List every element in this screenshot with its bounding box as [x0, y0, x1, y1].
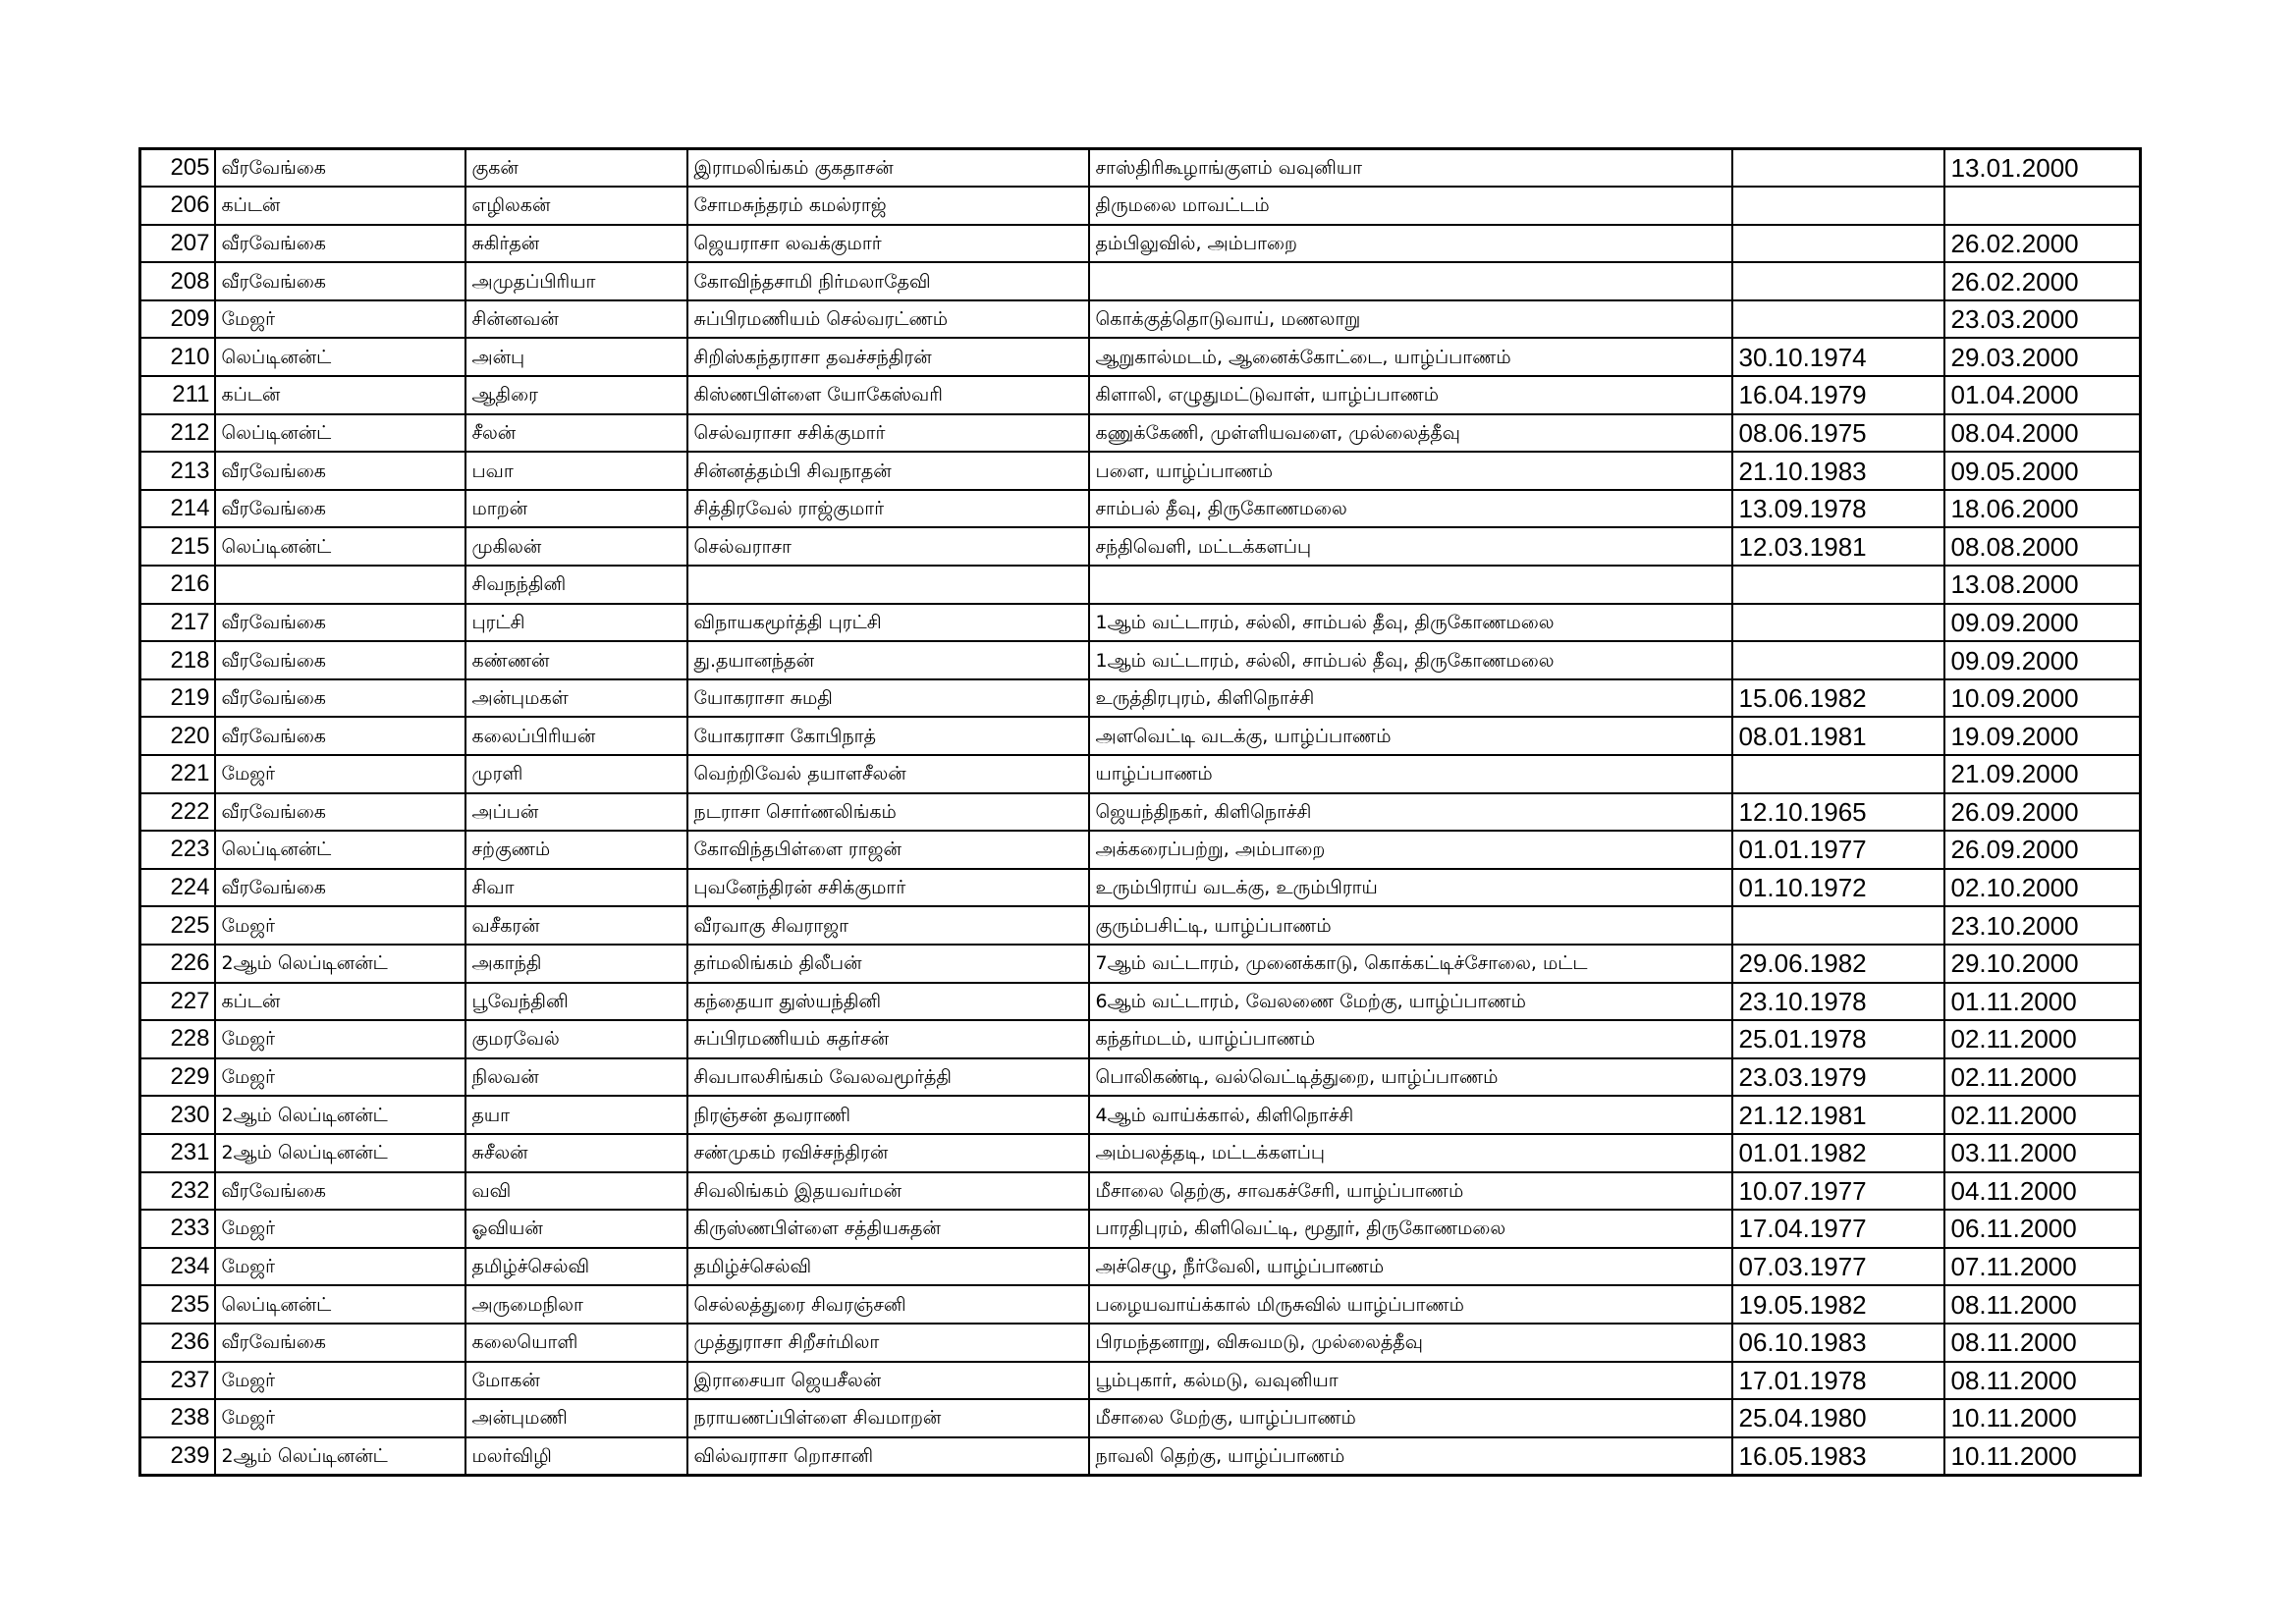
full-name-cell: ஜெயராசா லவக்குமார் — [687, 225, 1089, 263]
address-cell: 6ஆம் வட்டாரம், வேலணை மேற்கு, யாழ்ப்பாணம் — [1089, 983, 1732, 1021]
address-cell: ஆறுகால்மடம், ஆனைக்கோட்டை, யாழ்ப்பாணம் — [1089, 338, 1732, 376]
table-row — [140, 1210, 2141, 1248]
rank-cell: வீரவேங்கை — [215, 149, 465, 188]
rank-cell: மேஜர் — [215, 1362, 465, 1400]
full-name-cell: யோகராசா சுமதி — [687, 679, 1089, 718]
name-cell: கலையொளி — [465, 1324, 687, 1362]
address-cell: 1ஆம் வட்டாரம், சல்லி, சாம்பல் தீவு, திருகோணமலை — [1089, 604, 1732, 642]
birth-date-cell: 21.10.1983 — [1732, 452, 1944, 490]
table-row — [140, 869, 2141, 907]
table-row — [140, 1020, 2141, 1058]
address-cell: அம்பலத்தடி, மட்டக்களப்பு — [1089, 1134, 1732, 1172]
table-row — [140, 1096, 2141, 1134]
address-cell: 1ஆம் வட்டாரம், சல்லி, சாம்பல் தீவு, திருகோணமலை — [1089, 641, 1732, 679]
death-date-cell: 09.09.2000 — [1944, 604, 2141, 642]
address-cell: குரும்பசிட்டி, யாழ்ப்பாணம் — [1089, 906, 1732, 945]
row-number: 228 — [140, 1020, 215, 1058]
address-cell: பளை, யாழ்ப்பாணம் — [1089, 452, 1732, 490]
row-number: 205 — [140, 149, 215, 188]
rank-cell: லெப்டினன்ட் — [215, 527, 465, 566]
table-row — [140, 1362, 2141, 1400]
table-row — [140, 452, 2141, 490]
full-name-cell: சிறிஸ்கந்தராசா தவச்சந்திரன் — [687, 338, 1089, 376]
rank-cell: 2ஆம் லெப்டினன்ட் — [215, 1096, 465, 1134]
address-cell: அச்செழு, நீர்வேலி, யாழ்ப்பாணம் — [1089, 1248, 1732, 1286]
death-date-cell: 08.04.2000 — [1944, 414, 2141, 453]
row-number: 219 — [140, 679, 215, 718]
rank-cell: லெப்டினன்ட் — [215, 414, 465, 453]
address-cell: சந்திவெளி, மட்டக்களப்பு — [1089, 527, 1732, 566]
full-name-cell: கோவிந்தசாமி நிர்மலாதேவி — [687, 262, 1089, 300]
address-cell: உரும்பிராய் வடக்கு, உரும்பிராய் — [1089, 869, 1732, 907]
death-date-cell: 10.09.2000 — [1944, 679, 2141, 718]
table-row — [140, 906, 2141, 945]
records-table-body — [140, 149, 2141, 1476]
table-row — [140, 1248, 2141, 1286]
name-cell: சற்குணம் — [465, 831, 687, 869]
death-date-cell: 10.11.2000 — [1944, 1437, 2141, 1476]
full-name-cell: செல்லத்துரை சிவரஞ்சனி — [687, 1285, 1089, 1324]
full-name-cell: சோமசுந்தரம் கமல்ராஜ் — [687, 187, 1089, 225]
row-number: 216 — [140, 566, 215, 604]
full-name-cell: இராமலிங்கம் குகதாசன் — [687, 149, 1089, 188]
name-cell: சின்னவன் — [465, 300, 687, 339]
birth-date-cell: 12.03.1981 — [1732, 527, 1944, 566]
address-cell: கந்தர்மடம், யாழ்ப்பாணம் — [1089, 1020, 1732, 1058]
full-name-cell: புவனேந்திரன் சசிக்குமார் — [687, 869, 1089, 907]
full-name-cell: வெற்றிவேல் தயாளசீலன் — [687, 755, 1089, 793]
full-name-cell: நடராசா சொர்ணலிங்கம் — [687, 793, 1089, 832]
address-cell: அக்கரைப்பற்று, அம்பாறை — [1089, 831, 1732, 869]
rank-cell: கப்டன் — [215, 376, 465, 414]
death-date-cell: 26.02.2000 — [1944, 225, 2141, 263]
rank-cell: மேஜர் — [215, 906, 465, 945]
records-table — [138, 147, 2142, 1477]
full-name-cell: சுப்பிரமணியம் சுதர்சன் — [687, 1020, 1089, 1058]
death-date-cell: 26.09.2000 — [1944, 793, 2141, 832]
name-cell: மாறன் — [465, 490, 687, 528]
rank-cell: கப்டன் — [215, 983, 465, 1021]
name-cell: சுசீலன் — [465, 1134, 687, 1172]
row-number: 217 — [140, 604, 215, 642]
death-date-cell: 21.09.2000 — [1944, 755, 2141, 793]
address-cell: உருத்திரபுரம், கிளிநொச்சி — [1089, 679, 1732, 718]
address-cell: கொக்குத்தொடுவாய், மணலாறு — [1089, 300, 1732, 339]
birth-date-cell — [1732, 566, 1944, 604]
rank-cell: வீரவேங்கை — [215, 490, 465, 528]
full-name-cell: கிஸ்ணபிள்ளை யோகேஸ்வரி — [687, 376, 1089, 414]
birth-date-cell — [1732, 149, 1944, 188]
death-date-cell: 01.04.2000 — [1944, 376, 2141, 414]
table-row — [140, 1058, 2141, 1097]
full-name-cell: சித்திரவேல் ராஜ்குமார் — [687, 490, 1089, 528]
address-cell: கணுக்கேணி, முள்ளியவளை, முல்லைத்தீவு — [1089, 414, 1732, 453]
row-number: 206 — [140, 187, 215, 225]
birth-date-cell — [1732, 906, 1944, 945]
address-cell: 4ஆம் வாய்க்கால், கிளிநொச்சி — [1089, 1096, 1732, 1134]
birth-date-cell — [1732, 187, 1944, 225]
death-date-cell: 02.11.2000 — [1944, 1058, 2141, 1097]
death-date-cell: 08.11.2000 — [1944, 1324, 2141, 1362]
row-number: 208 — [140, 262, 215, 300]
table-row — [140, 641, 2141, 679]
rank-cell: மேஜர் — [215, 1210, 465, 1248]
rank-cell: வீரவேங்கை — [215, 262, 465, 300]
row-number: 226 — [140, 945, 215, 983]
table-row — [140, 1437, 2141, 1476]
birth-date-cell: 16.05.1983 — [1732, 1437, 1944, 1476]
birth-date-cell — [1732, 300, 1944, 339]
address-cell — [1089, 262, 1732, 300]
rank-cell: லெப்டினன்ட் — [215, 338, 465, 376]
birth-date-cell — [1732, 755, 1944, 793]
name-cell: நிலவன் — [465, 1058, 687, 1097]
death-date-cell: 19.09.2000 — [1944, 717, 2141, 755]
full-name-cell: சிவபாலசிங்கம் வேலவமூர்த்தி — [687, 1058, 1089, 1097]
death-date-cell: 03.11.2000 — [1944, 1134, 2141, 1172]
rank-cell — [215, 566, 465, 604]
birth-date-cell: 21.12.1981 — [1732, 1096, 1944, 1134]
death-date-cell: 08.08.2000 — [1944, 527, 2141, 566]
full-name-cell: வீரவாகு சிவராஜா — [687, 906, 1089, 945]
birth-date-cell: 01.01.1977 — [1732, 831, 1944, 869]
row-number: 237 — [140, 1362, 215, 1400]
name-cell: மோகன் — [465, 1362, 687, 1400]
name-cell: பவா — [465, 452, 687, 490]
address-cell — [1089, 566, 1732, 604]
address-cell: மீசாலை மேற்கு, யாழ்ப்பாணம் — [1089, 1399, 1732, 1437]
address-cell: தம்பிலுவில், அம்பாறை — [1089, 225, 1732, 263]
address-cell: பழையவாய்க்கால் மிருசுவில் யாழ்ப்பாணம் — [1089, 1285, 1732, 1324]
birth-date-cell: 29.06.1982 — [1732, 945, 1944, 983]
row-number: 230 — [140, 1096, 215, 1134]
full-name-cell: நிரஞ்சன் தவராணி — [687, 1096, 1089, 1134]
death-date-cell: 04.11.2000 — [1944, 1172, 2141, 1211]
full-name-cell: கந்தையா துஸ்யந்தினி — [687, 983, 1089, 1021]
name-cell: சிவநந்தினி — [465, 566, 687, 604]
name-cell: புரட்சி — [465, 604, 687, 642]
row-number: 225 — [140, 906, 215, 945]
table-row — [140, 338, 2141, 376]
name-cell: வசீகரன் — [465, 906, 687, 945]
rank-cell: மேஜர் — [215, 1058, 465, 1097]
table-row — [140, 983, 2141, 1021]
death-date-cell: 02.11.2000 — [1944, 1020, 2141, 1058]
full-name-cell: சிவலிங்கம் இதயவர்மன் — [687, 1172, 1089, 1211]
death-date-cell: 23.10.2000 — [1944, 906, 2141, 945]
name-cell: அன்புமணி — [465, 1399, 687, 1437]
table-row — [140, 414, 2141, 453]
name-cell: அமுதப்பிரியா — [465, 262, 687, 300]
death-date-cell: 13.08.2000 — [1944, 566, 2141, 604]
birth-date-cell: 10.07.1977 — [1732, 1172, 1944, 1211]
rank-cell: வீரவேங்கை — [215, 452, 465, 490]
birth-date-cell — [1732, 262, 1944, 300]
birth-date-cell: 08.06.1975 — [1732, 414, 1944, 453]
name-cell: சிவா — [465, 869, 687, 907]
row-number: 227 — [140, 983, 215, 1021]
address-cell: பிரமந்தனாறு, விசுவமடு, முல்லைத்தீவு — [1089, 1324, 1732, 1362]
table-row — [140, 149, 2141, 188]
birth-date-cell: 19.05.1982 — [1732, 1285, 1944, 1324]
rank-cell: வீரவேங்கை — [215, 1324, 465, 1362]
name-cell: அப்பன் — [465, 793, 687, 832]
name-cell: குமரவேல் — [465, 1020, 687, 1058]
birth-date-cell: 01.10.1972 — [1732, 869, 1944, 907]
address-cell: அளவெட்டி வடக்கு, யாழ்ப்பாணம் — [1089, 717, 1732, 755]
table-row — [140, 831, 2141, 869]
rank-cell: வீரவேங்கை — [215, 793, 465, 832]
name-cell: மலர்விழி — [465, 1437, 687, 1476]
table-row — [140, 1285, 2141, 1324]
death-date-cell: 09.05.2000 — [1944, 452, 2141, 490]
table-row — [140, 679, 2141, 718]
rank-cell: மேஜர் — [215, 300, 465, 339]
address-cell: பூம்புகார், கல்மடு, வவுனியா — [1089, 1362, 1732, 1400]
birth-date-cell — [1732, 225, 1944, 263]
rank-cell: மேஜர் — [215, 1399, 465, 1437]
table-row — [140, 262, 2141, 300]
row-number: 212 — [140, 414, 215, 453]
birth-date-cell — [1732, 641, 1944, 679]
name-cell: அருமைநிலா — [465, 1285, 687, 1324]
full-name-cell: செல்வராசா சசிக்குமார் — [687, 414, 1089, 453]
name-cell: எழிலகன் — [465, 187, 687, 225]
birth-date-cell: 16.04.1979 — [1732, 376, 1944, 414]
full-name-cell: வில்வராசா றொசானி — [687, 1437, 1089, 1476]
address-cell: சாம்பல் தீவு, திருகோணமலை — [1089, 490, 1732, 528]
address-cell: 7ஆம் வட்டாரம், முனைக்காடு, கொக்கட்டிச்சோலை, மட்ட — [1089, 945, 1732, 983]
table-row — [140, 187, 2141, 225]
table-row — [140, 1172, 2141, 1211]
table-row — [140, 566, 2141, 604]
rank-cell: மேஜர் — [215, 1020, 465, 1058]
death-date-cell: 08.11.2000 — [1944, 1285, 2141, 1324]
name-cell: தமிழ்ச்செல்வி — [465, 1248, 687, 1286]
death-date-cell: 26.09.2000 — [1944, 831, 2141, 869]
name-cell: கண்ணன் — [465, 641, 687, 679]
record-sheet — [138, 147, 2139, 1477]
death-date-cell: 23.03.2000 — [1944, 300, 2141, 339]
full-name-cell: கிருஸ்ணபிள்ளை சத்தியசுதன் — [687, 1210, 1089, 1248]
row-number: 218 — [140, 641, 215, 679]
full-name-cell: கோவிந்தபிள்ளை ராஜன் — [687, 831, 1089, 869]
rank-cell: 2ஆம் லெப்டினன்ட் — [215, 1437, 465, 1476]
row-number: 210 — [140, 338, 215, 376]
birth-date-cell: 07.03.1977 — [1732, 1248, 1944, 1286]
death-date-cell: 26.02.2000 — [1944, 262, 2141, 300]
full-name-cell: சின்னத்தம்பி சிவநாதன் — [687, 452, 1089, 490]
birth-date-cell: 12.10.1965 — [1732, 793, 1944, 832]
birth-date-cell: 30.10.1974 — [1732, 338, 1944, 376]
birth-date-cell: 01.01.1982 — [1732, 1134, 1944, 1172]
birth-date-cell: 17.01.1978 — [1732, 1362, 1944, 1400]
birth-date-cell: 25.04.1980 — [1732, 1399, 1944, 1437]
table-row — [140, 793, 2141, 832]
address-cell: பாரதிபுரம், கிளிவெட்டி, மூதூர், திருகோணமலை — [1089, 1210, 1732, 1248]
table-row — [140, 1324, 2141, 1362]
address-cell: கிளாலி, எழுதுமட்டுவாள், யாழ்ப்பாணம் — [1089, 376, 1732, 414]
table-row — [140, 717, 2141, 755]
death-date-cell: 08.11.2000 — [1944, 1362, 2141, 1400]
address-cell: சாஸ்திரிகூழாங்குளம் வவுனியா — [1089, 149, 1732, 188]
row-number: 236 — [140, 1324, 215, 1362]
table-row — [140, 300, 2141, 339]
row-number: 211 — [140, 376, 215, 414]
name-cell: சுகிர்தன் — [465, 225, 687, 263]
row-number: 239 — [140, 1437, 215, 1476]
name-cell: பூவேந்தினி — [465, 983, 687, 1021]
full-name-cell: து.தயானந்தன் — [687, 641, 1089, 679]
row-number: 209 — [140, 300, 215, 339]
name-cell: அன்புமகள் — [465, 679, 687, 718]
table-row — [140, 1399, 2141, 1437]
full-name-cell: சுப்பிரமணியம் செல்வரட்ணம் — [687, 300, 1089, 339]
rank-cell: 2ஆம் லெப்டினன்ட் — [215, 1134, 465, 1172]
name-cell: தயா — [465, 1096, 687, 1134]
rank-cell: வீரவேங்கை — [215, 641, 465, 679]
full-name-cell: நராயணப்பிள்ளை சிவமாறன் — [687, 1399, 1089, 1437]
full-name-cell: தமிழ்ச்செல்வி — [687, 1248, 1089, 1286]
table-row — [140, 1134, 2141, 1172]
row-number: 223 — [140, 831, 215, 869]
table-row — [140, 376, 2141, 414]
row-number: 233 — [140, 1210, 215, 1248]
birth-date-cell: 15.06.1982 — [1732, 679, 1944, 718]
birth-date-cell: 13.09.1978 — [1732, 490, 1944, 528]
row-number: 238 — [140, 1399, 215, 1437]
birth-date-cell: 08.01.1981 — [1732, 717, 1944, 755]
full-name-cell: முத்துராசா சிறீசர்மிலா — [687, 1324, 1089, 1362]
row-number: 235 — [140, 1285, 215, 1324]
rank-cell: வீரவேங்கை — [215, 679, 465, 718]
full-name-cell: விநாயகமூர்த்தி புரட்சி — [687, 604, 1089, 642]
row-number: 207 — [140, 225, 215, 263]
rank-cell: 2ஆம் லெப்டினன்ட் — [215, 945, 465, 983]
row-number: 222 — [140, 793, 215, 832]
table-row — [140, 527, 2141, 566]
row-number: 220 — [140, 717, 215, 755]
birth-date-cell: 25.01.1978 — [1732, 1020, 1944, 1058]
death-date-cell: 18.06.2000 — [1944, 490, 2141, 528]
row-number: 234 — [140, 1248, 215, 1286]
rank-cell: வீரவேங்கை — [215, 604, 465, 642]
full-name-cell: செல்வராசா — [687, 527, 1089, 566]
full-name-cell — [687, 566, 1089, 604]
full-name-cell: தர்மலிங்கம் திலீபன் — [687, 945, 1089, 983]
rank-cell: மேஜர் — [215, 1248, 465, 1286]
name-cell: அன்பு — [465, 338, 687, 376]
death-date-cell: 06.11.2000 — [1944, 1210, 2141, 1248]
birth-date-cell: 17.04.1977 — [1732, 1210, 1944, 1248]
name-cell: சீலன் — [465, 414, 687, 453]
row-number: 232 — [140, 1172, 215, 1211]
name-cell: வவி — [465, 1172, 687, 1211]
address-cell: யாழ்ப்பாணம் — [1089, 755, 1732, 793]
row-number: 214 — [140, 490, 215, 528]
rank-cell: மேஜர் — [215, 755, 465, 793]
full-name-cell: சண்முகம் ரவிச்சந்திரன் — [687, 1134, 1089, 1172]
row-number: 221 — [140, 755, 215, 793]
address-cell: நாவலி தெற்கு, யாழ்ப்பாணம் — [1089, 1437, 1732, 1476]
death-date-cell: 29.03.2000 — [1944, 338, 2141, 376]
full-name-cell: யோகராசா கோபிநாத் — [687, 717, 1089, 755]
table-row — [140, 225, 2141, 263]
birth-date-cell: 23.03.1979 — [1732, 1058, 1944, 1097]
death-date-cell — [1944, 187, 2141, 225]
death-date-cell: 13.01.2000 — [1944, 149, 2141, 188]
name-cell: ஓவியன் — [465, 1210, 687, 1248]
death-date-cell: 09.09.2000 — [1944, 641, 2141, 679]
birth-date-cell: 23.10.1978 — [1732, 983, 1944, 1021]
row-number: 229 — [140, 1058, 215, 1097]
rank-cell: லெப்டினன்ட் — [215, 831, 465, 869]
address-cell: திருமலை மாவட்டம் — [1089, 187, 1732, 225]
full-name-cell: இராசையா ஜெயசீலன் — [687, 1362, 1089, 1400]
rank-cell: கப்டன் — [215, 187, 465, 225]
death-date-cell: 07.11.2000 — [1944, 1248, 2141, 1286]
row-number: 231 — [140, 1134, 215, 1172]
table-row — [140, 755, 2141, 793]
death-date-cell: 01.11.2000 — [1944, 983, 2141, 1021]
name-cell: கலைப்பிரியன் — [465, 717, 687, 755]
rank-cell: வீரவேங்கை — [215, 717, 465, 755]
rank-cell: வீரவேங்கை — [215, 225, 465, 263]
name-cell: முகிலன் — [465, 527, 687, 566]
name-cell: ஆதிரை — [465, 376, 687, 414]
table-row — [140, 945, 2141, 983]
row-number: 224 — [140, 869, 215, 907]
table-row — [140, 490, 2141, 528]
name-cell: முரளி — [465, 755, 687, 793]
rank-cell: வீரவேங்கை — [215, 869, 465, 907]
death-date-cell: 02.10.2000 — [1944, 869, 2141, 907]
birth-date-cell: 06.10.1983 — [1732, 1324, 1944, 1362]
name-cell: அகாந்தி — [465, 945, 687, 983]
address-cell: பொலிகண்டி, வல்வெட்டித்துறை, யாழ்ப்பாணம் — [1089, 1058, 1732, 1097]
address-cell: ஜெயந்திநகர், கிளிநொச்சி — [1089, 793, 1732, 832]
birth-date-cell — [1732, 604, 1944, 642]
row-number: 213 — [140, 452, 215, 490]
death-date-cell: 10.11.2000 — [1944, 1399, 2141, 1437]
rank-cell: லெப்டினன்ட் — [215, 1285, 465, 1324]
rank-cell: வீரவேங்கை — [215, 1172, 465, 1211]
table-row — [140, 604, 2141, 642]
death-date-cell: 29.10.2000 — [1944, 945, 2141, 983]
row-number: 215 — [140, 527, 215, 566]
address-cell: மீசாலை தெற்கு, சாவகச்சேரி, யாழ்ப்பாணம் — [1089, 1172, 1732, 1211]
name-cell: குகன் — [465, 149, 687, 188]
death-date-cell: 02.11.2000 — [1944, 1096, 2141, 1134]
